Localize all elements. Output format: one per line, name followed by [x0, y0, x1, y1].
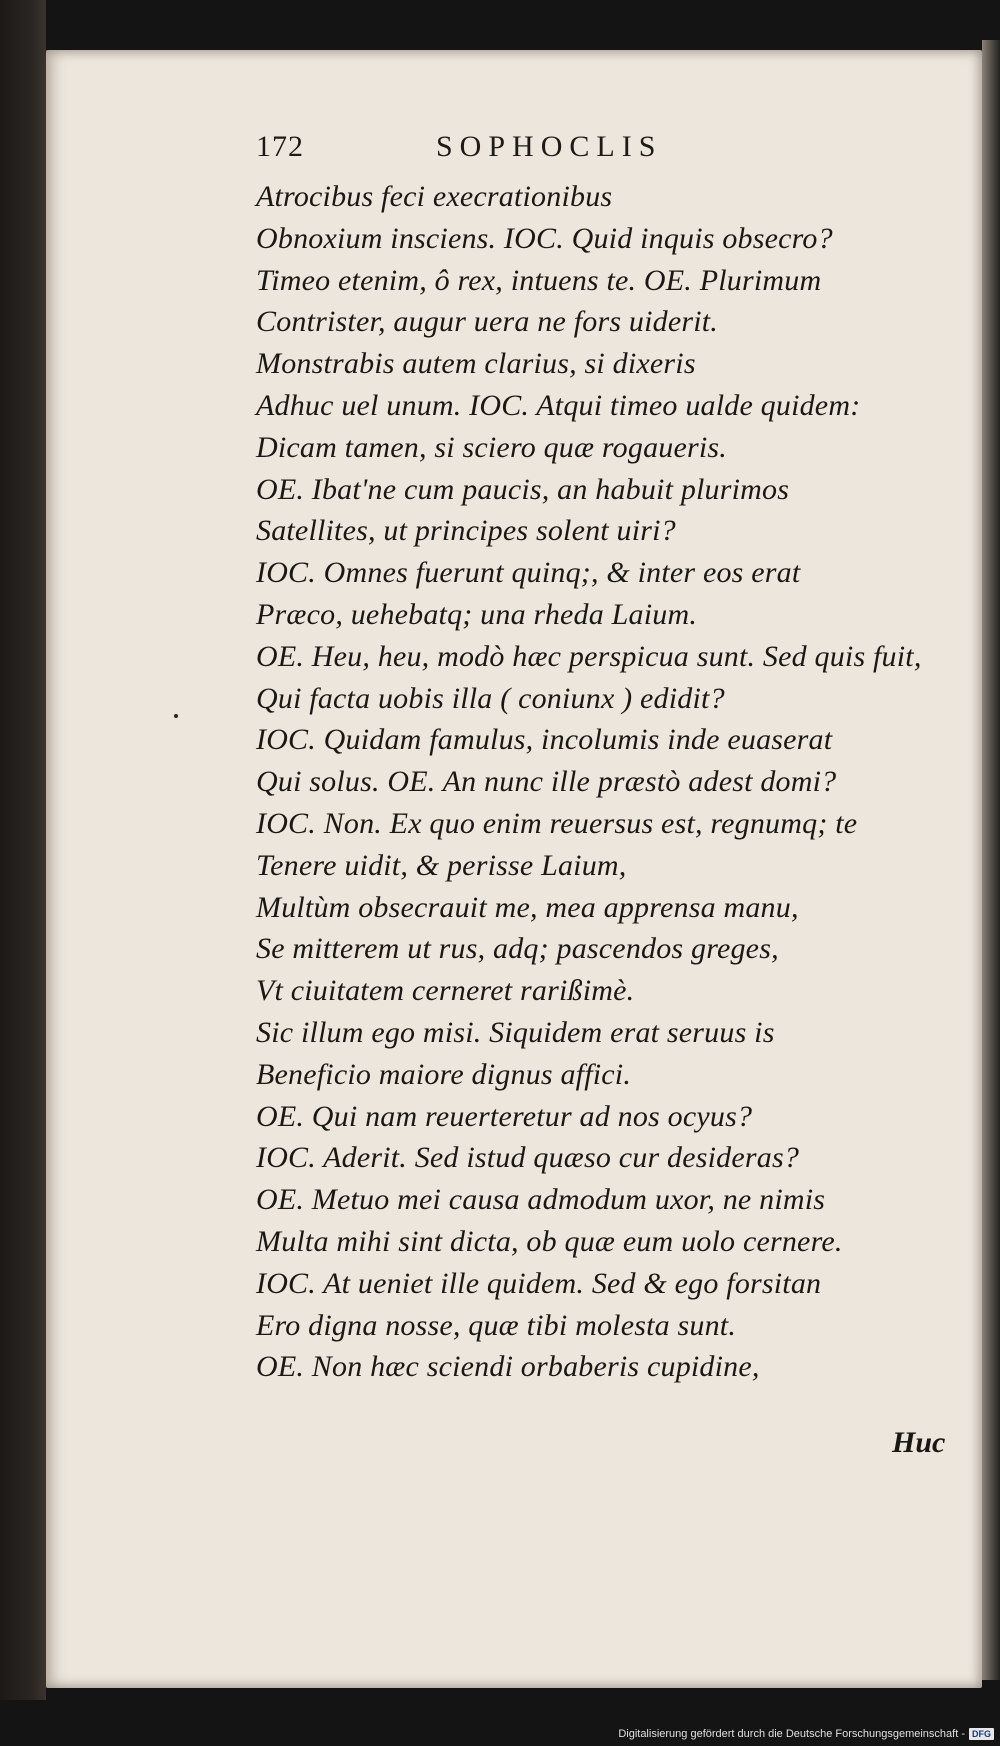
- verse-line: Satellites, ut principes solent uiri?: [256, 514, 676, 548]
- credit-text: Digitalisierung gefördert durch die Deutsche Forschungsgemeinschaft -: [618, 1728, 965, 1740]
- verse-line: IOC. Omnes fuerunt quinq;, & inter eos erat: [256, 556, 801, 590]
- digitization-credit: [618, 1728, 994, 1740]
- verse-line: IOC. At ueniet ille quidem. Sed & ego forsitan: [256, 1266, 822, 1300]
- verse-line: Beneficio maiore dignus affici.: [256, 1057, 632, 1091]
- verse-line: Dicam tamen, si sciero quæ rogaueris.: [256, 430, 727, 464]
- verse-lines: [256, 176, 976, 1388]
- verse-line: Atrocibus feci execrationibus: [256, 180, 613, 213]
- verse-line: IOC. Non. Ex quo enim reuersus est, regnumq; te: [256, 806, 858, 840]
- verse-line: Multa mihi sint dicta, ob quæ eum uolo cernere.: [256, 1224, 843, 1258]
- verse-line: IOC. Quidam famulus, incolumis inde euaserat: [256, 723, 833, 757]
- verse-line: Obnoxium insciens. IOC. Quid inquis obsecro?: [256, 221, 833, 255]
- verse-line: Ero digna nosse, quæ tibi molesta sunt.: [256, 1308, 737, 1342]
- verse-line: Tenere uidit, & perisse Laium,: [256, 848, 627, 882]
- verse-line: Vt ciuitatem cerneret rarißimè.: [256, 974, 635, 1008]
- verse-line: Sic illum ego misi. Siquidem erat seruus is: [256, 1015, 775, 1049]
- verse-line: Timeo etenim, ô rex, intuens te. OE. Plurimum: [256, 263, 822, 297]
- book-page: [46, 50, 982, 1688]
- catchword: Huc: [892, 1426, 946, 1459]
- verse-line: Præco, uehebatq; una rheda Laium.: [256, 597, 698, 631]
- running-title: SOPHOCLIS: [436, 130, 663, 163]
- verse-line: Se mitterem ut rus, adq; pascendos greges,: [256, 932, 779, 966]
- verse-line: OE. Heu, heu, modò hæc perspicua sunt. Sed quis fuit,: [256, 639, 922, 673]
- verse-line: Multùm obsecrauit me, mea apprensa manu,: [256, 890, 799, 924]
- verse-line: Qui facta uobis illa ( coniunx ) edidit?: [256, 681, 725, 715]
- verse-line: Qui solus. OE. An nunc ille præstò adest domi?: [256, 765, 837, 799]
- verse-line: OE. Metuo mei causa admodum uxor, ne nimis: [256, 1183, 826, 1217]
- verse-line: OE. Ibat'ne cum paucis, an habuit plurimos: [256, 472, 790, 506]
- ink-speck: [174, 714, 178, 718]
- book-gutter: [0, 0, 46, 1700]
- verse-line: Adhuc uel unum. IOC. Atqui timeo ualde quidem:: [256, 388, 861, 422]
- verse-line: Monstrabis autem clarius, si dixeris: [256, 347, 696, 381]
- verse-line: Contrister, augur uera ne fors uiderit.: [256, 305, 718, 339]
- verse-line: IOC. Aderit. Sed istud quæso cur desideras?: [256, 1141, 800, 1175]
- text-block: [256, 130, 976, 1388]
- page-number: 172: [256, 130, 304, 163]
- verse-line: OE. Non hæc sciendi orbaberis cupidine,: [256, 1350, 760, 1384]
- verse-line: OE. Qui nam reuerteretur ad nos ocyus?: [256, 1099, 753, 1133]
- running-head: [256, 130, 976, 174]
- dfg-logo-icon: DFG: [969, 1728, 994, 1740]
- page-edge: [982, 40, 1000, 1680]
